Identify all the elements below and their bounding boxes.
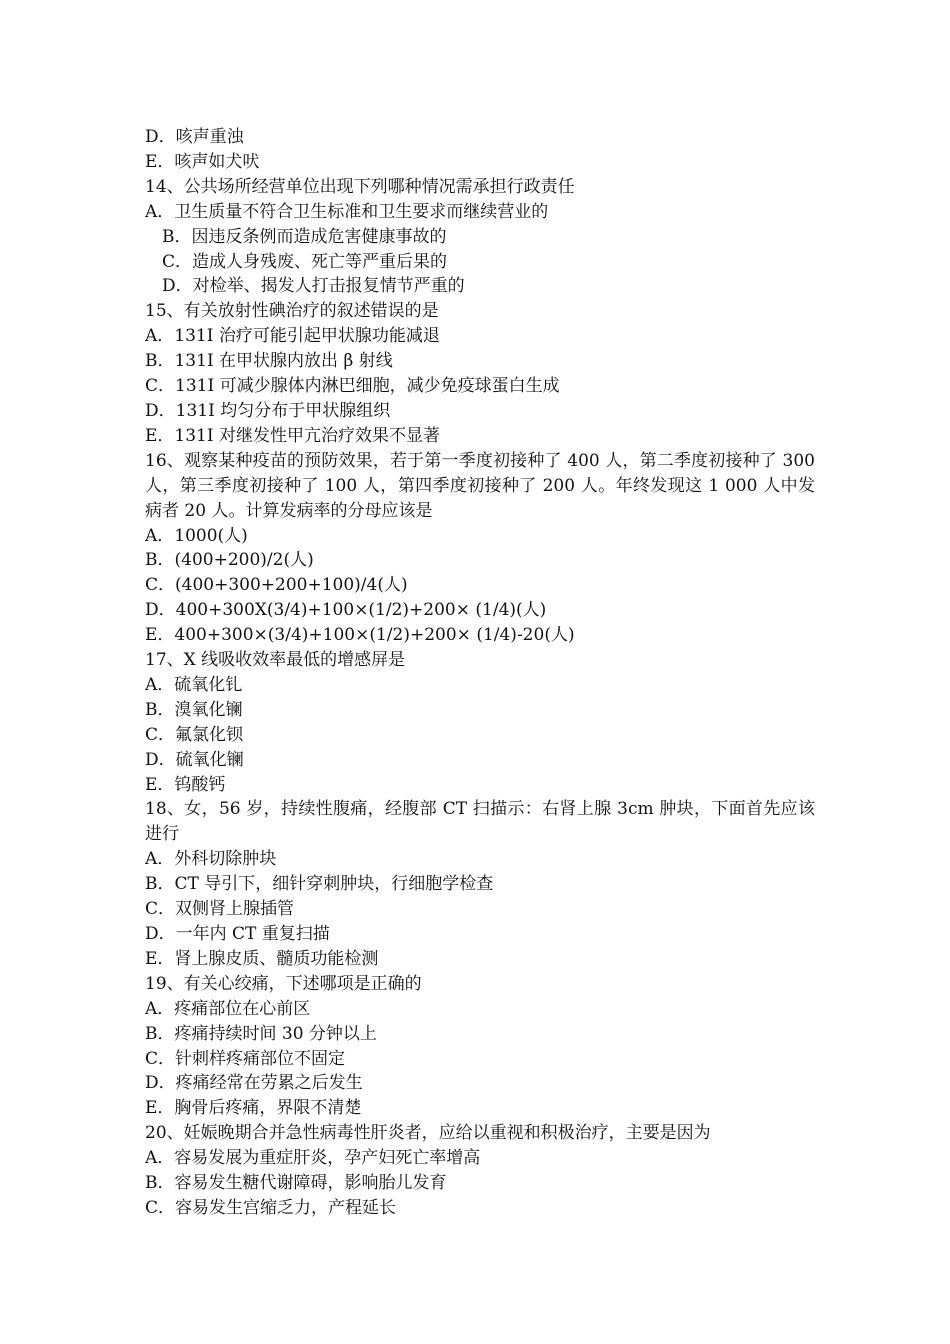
option-line: B．131I 在甲状腺内放出 β 射线	[145, 351, 393, 372]
option-line: A．疼痛部位在心前区	[145, 998, 311, 1019]
document-body	[145, 125, 815, 1221]
option-line: C．针刺样疼痛部位不固定	[145, 1048, 346, 1069]
option-line: B．疼痛持续时间 30 分钟以上	[145, 1023, 377, 1044]
option-line: E．400+300×(3/4)+100×(1/2)+200× (1/4)-20(人)	[145, 625, 575, 646]
option-line: D．131I 均匀分布于甲状腺组织	[145, 400, 391, 421]
option-line: B．CT 导引下，细针穿刺肿块，行细胞学检查	[145, 874, 494, 895]
question-20: 20、妊娠晚期合并急性病毒性肝炎者，应给以重视和积极治疗，主要是因为	[145, 1123, 711, 1144]
option-line: D．一年内 CT 重复扫描	[145, 924, 330, 944]
option-line: E．胸骨后疼痛，界限不清楚	[145, 1098, 362, 1119]
option-line: C．(400+300+200+100)/4(人)	[145, 575, 408, 596]
question-14: 14、公共场所经营单位出现下列哪种情况需承担行政责任	[145, 176, 575, 197]
option-line: A．容易发展为重症肝炎，孕产妇死亡率增高	[145, 1148, 481, 1169]
option-line: E．肾上腺皮质、髓质功能检测	[145, 948, 379, 969]
option-line: D．硫氧化镧	[145, 749, 244, 770]
question-18: 18、女，56 岁，持续性腹痛，经腹部 CT 扫描示：右肾上腺 3cm 肿块，下面首先应该进行	[145, 799, 815, 845]
option-line: A．1000(人)	[145, 525, 248, 546]
text-line: D．咳声重浊	[145, 127, 244, 147]
option-line: D．疼痛经常在劳累之后发生	[145, 1073, 363, 1094]
option-line: E．钨酸钙	[145, 774, 226, 795]
text-line: E．咳声如犬吠	[145, 151, 260, 172]
option-line: C．造成人身残废、死亡等严重后果的	[162, 251, 448, 272]
question-16: 16、观察某种疫苗的预防效果，若于第一季度初接种了 400 人，第二季度初接种了 300 人，第三季度初接种了 100 人，第四季度初接种了 200 人。年终发现这 1 000 人中发病者 20 人。计算发病率的分母应该是	[145, 450, 815, 521]
option-line: A．外科切除肿块	[145, 849, 277, 870]
option-line: A．硫氧化钆	[145, 674, 243, 695]
question-19: 19、有关心绞痛，下述哪项是正确的	[145, 973, 422, 994]
question-15: 15、有关放射性碘治疗的叙述错误的是	[145, 301, 439, 322]
option-line: C．131I 可减少腺体内淋巴细胞，减少免疫球蛋白生成	[145, 376, 560, 397]
question-17: 17、X 线吸收效率最低的增感屏是	[145, 650, 406, 671]
option-line: B．(400+200)/2(人)	[145, 550, 314, 571]
option-line: A．131I 治疗可能引起甲状腺功能减退	[145, 326, 440, 347]
option-line: E．131I 对继发性甲亢治疗效果不显著	[145, 425, 440, 446]
option-line: C．双侧肾上腺插管	[145, 899, 295, 920]
option-line: D．400+300X(3/4)+100×(1/2)+200× (1/4)(人)	[145, 600, 547, 621]
option-line: B．因违反条例而造成危害健康事故的	[162, 226, 447, 247]
option-line: D．对检举、揭发人打击报复情节严重的	[162, 276, 465, 297]
option-line: C．容易发生宫缩乏力，产程延长	[145, 1197, 397, 1218]
option-line: B．溴氧化镧	[145, 699, 243, 720]
option-line: C．氟氯化钡	[145, 724, 244, 745]
option-line: A．卫生质量不符合卫生标准和卫生要求而继续营业的	[145, 201, 549, 222]
option-line: B．容易发生糖代谢障碍，影响胎儿发育	[145, 1173, 447, 1194]
